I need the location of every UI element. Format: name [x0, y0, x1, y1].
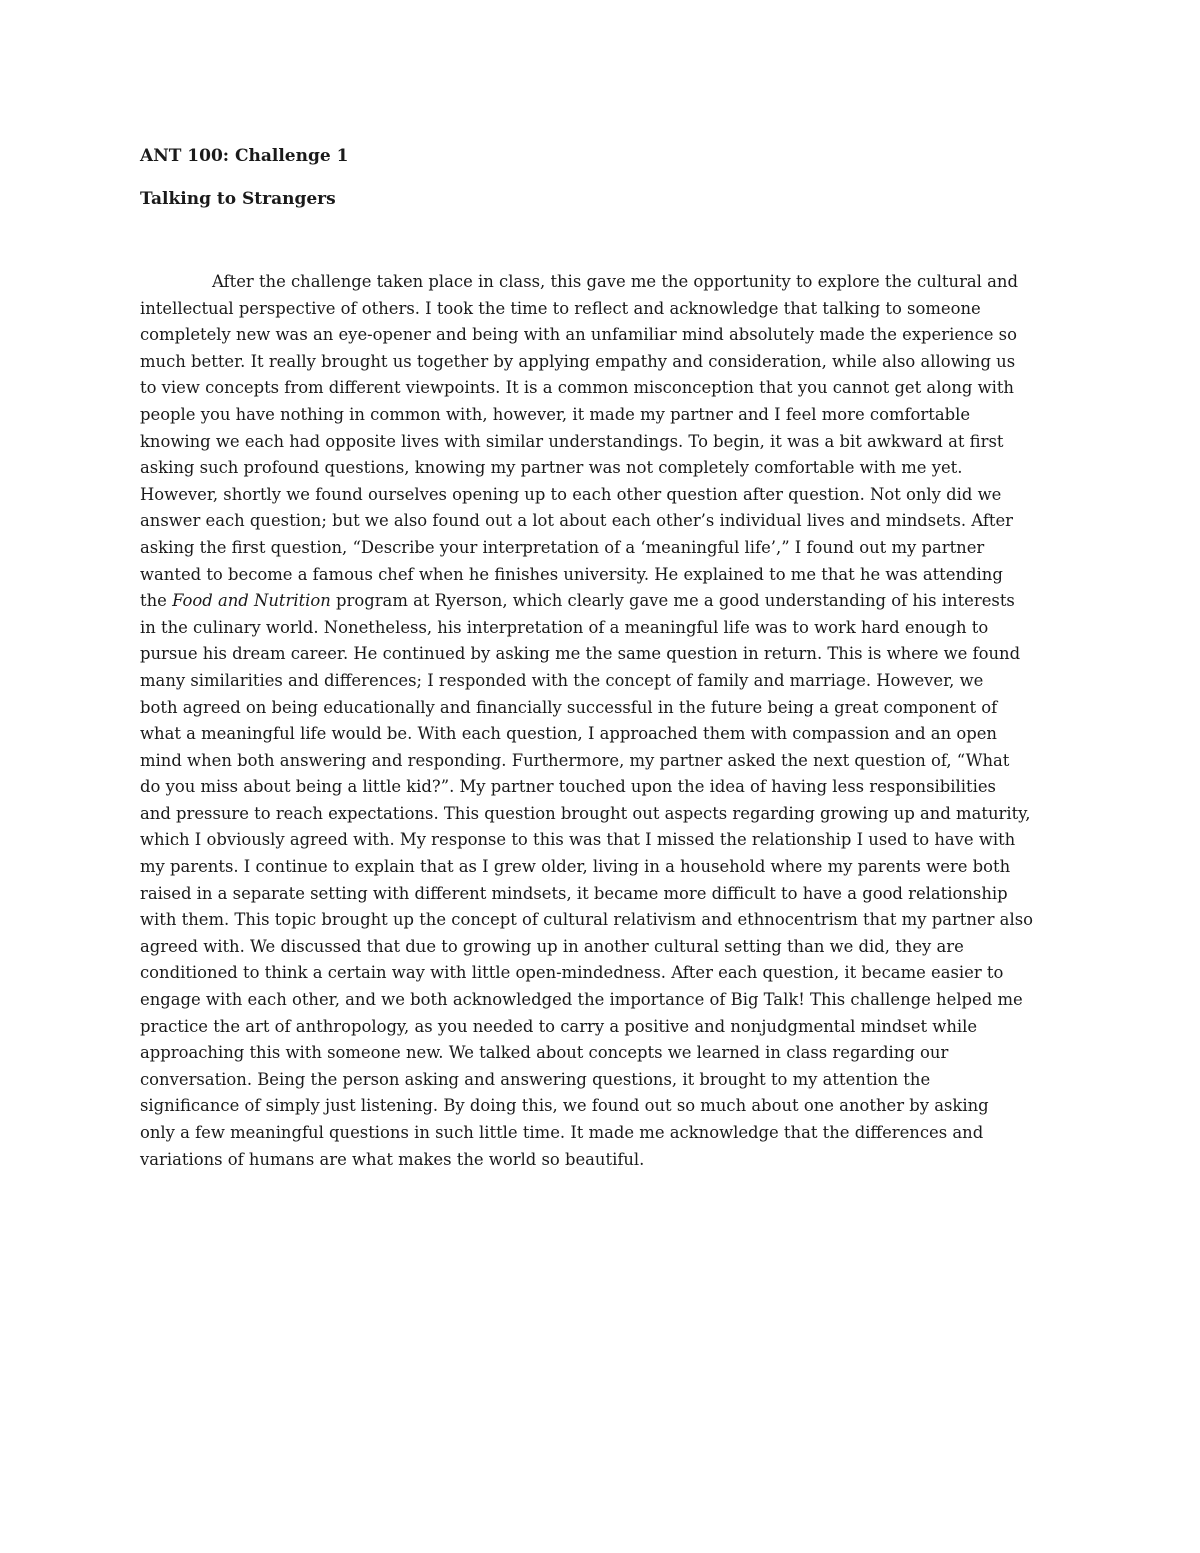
- body-line: asking such profound questions, knowing my partner was not completely comfortable with me yet.: [140, 458, 963, 478]
- body-line: approaching this with someone new. We talked about concepts we learned in class regarding our: [140, 1043, 949, 1063]
- body-line: which I obviously agreed with. My response to this was that I missed the relationship I used to have with: [140, 830, 1016, 850]
- body-line: people you have nothing in common with, however, it made my partner and I feel more comfortable: [140, 404, 971, 424]
- body-line: After the challenge taken place in class, this gave me the opportunity to explore the cultural and: [212, 272, 1018, 291]
- body-line: what a meaningful life would be. With each question, I approached them with compassion and an open: [140, 724, 997, 744]
- body-line: pursue his dream career. He continued by asking me the same question in return. This is where we found: [140, 644, 1021, 664]
- body-line: asking the first question, “Describe your interpretation of a ‘meaningful life’,” I found out my partner: [140, 537, 985, 557]
- body-line: answer each question; but we also found out a lot about each other’s individual lives and mindsets. After: [140, 511, 1014, 531]
- body-line: and pressure to reach expectations. This question brought out aspects regarding growing up and maturity,: [140, 803, 1031, 823]
- essay-body: [140, 269, 1080, 1173]
- body-line: However, shortly we found ourselves opening up to each other question after question. Not only did we: [140, 484, 1002, 504]
- body-line: to view concepts from different viewpoints. It is a common misconception that you cannot get along with: [140, 378, 1014, 398]
- body-line: raised in a separate setting with different mindsets, it became more difficult to have a good relationship: [140, 883, 1008, 903]
- body-line: knowing we each had opposite lives with similar understandings. To begin, it was a bit awkward at first: [140, 431, 1004, 451]
- body-line: conditioned to think a certain way with little open-mindedness. After each question, it became easier to: [140, 963, 1004, 983]
- body-line: my parents. I continue to explain that as I grew older, living in a household where my parents were both: [140, 857, 1011, 877]
- body-line: mind when both answering and responding. Furthermore, my partner asked the next question of, “What: [140, 750, 1010, 770]
- body-line: variations of humans are what makes the world so beautiful.: [140, 1149, 645, 1169]
- body-line: much better. It really brought us together by applying empathy and consideration, while also allowing us: [140, 351, 1016, 371]
- body-line: completely new was an eye-opener and being with an unfamiliar mind absolutely made the experience so: [140, 325, 1017, 345]
- body-line: agreed with. We discussed that due to growing up in another cultural setting than we did, they are: [140, 936, 964, 956]
- body-line: in the culinary world. Nonetheless, his interpretation of a meaningful life was to work hard enough to: [140, 617, 989, 637]
- course-title: ANT 100: Challenge 1: [140, 146, 349, 166]
- body-line: do you miss about being a little kid?”. My partner touched upon the idea of having less responsibilities: [140, 777, 996, 797]
- body-line: many similarities and differences; I responded with the concept of family and marriage. However, we: [140, 670, 984, 690]
- body-line: wanted to become a famous chef when he finishes university. He explained to me that he was attending: [140, 564, 1003, 584]
- body-line: engage with each other, and we both acknowledged the importance of Big Talk! This challenge helped me: [140, 990, 1023, 1010]
- body-line: both agreed on being educationally and financially successful in the future being a great component of: [140, 697, 998, 717]
- body-line: practice the art of anthropology, as you needed to carry a positive and nonjudgmental mindset while: [140, 1016, 978, 1036]
- body-line: conversation. Being the person asking and answering questions, it brought to my attention the: [140, 1069, 931, 1089]
- body-text: program at Ryerson, which clearly gave me a good understanding of his interests: [330, 591, 1015, 611]
- italic-program-name: Food and Nutrition: [172, 591, 331, 611]
- essay-title: Talking to Strangers: [140, 189, 336, 209]
- body-line-with-italic: [140, 588, 1080, 615]
- body-line: intellectual perspective of others. I took the time to reflect and acknowledge that talking to someone: [140, 298, 981, 318]
- body-line: significance of simply just listening. By doing this, we found out so much about one another by asking: [140, 1096, 989, 1116]
- body-line: with them. This topic brought up the concept of cultural relativism and ethnocentrism that my partner also: [140, 910, 1033, 930]
- body-line: only a few meaningful questions in such little time. It made me acknowledge that the differences and: [140, 1123, 984, 1142]
- body-text: the: [140, 591, 173, 611]
